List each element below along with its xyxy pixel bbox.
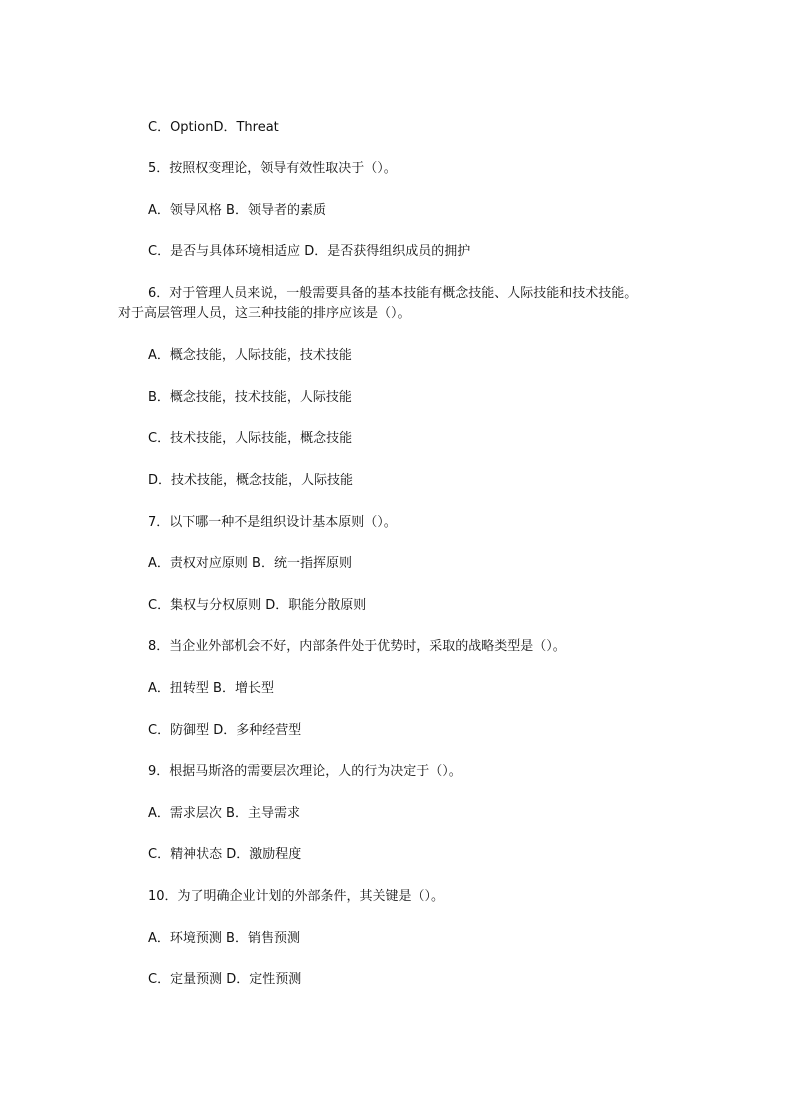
question-5-options-ab: A．领导风格 B．领导者的素质: [148, 203, 326, 218]
question-7-options-cd: C．集权与分权原则 D．职能分散原则: [148, 598, 367, 613]
question-5-options-cd: C．是否与具体环境相适应 D．是否获得组织成员的拥护: [148, 244, 471, 259]
question-7: 7．以下哪一种不是组织设计基本原则（）。: [148, 515, 397, 530]
question-6-option-a: A．概念技能，人际技能，技术技能: [148, 348, 352, 363]
question-10: 10．为了明确企业计划的外部条件，其关键是（）。: [148, 889, 445, 904]
question-9: 9．根据马斯洛的需要层次理论，人的行为决定于（）。: [148, 764, 462, 779]
question-9-options-cd: C．精神状态 D．激励程度: [148, 847, 302, 862]
question-8: 8．当企业外部机会不好，内部条件处于优势时，采取的战略类型是（）。: [148, 639, 566, 654]
question-5: 5．按照权变理论，领导有效性取决于（）。: [148, 161, 397, 176]
question-6: 6．对于管理人员来说，一般需要具备的基本技能有概念技能、人际技能和技术技能。: [148, 286, 638, 301]
question-10-options-ab: A．环境预测 B．销售预测: [148, 931, 300, 946]
question-8-options-cd: C．防御型 D．多种经营型: [148, 723, 302, 738]
option-line-cd: C．OptionD．Threat: [148, 120, 279, 135]
question-6-option-d: D．技术技能，概念技能，人际技能: [148, 473, 354, 488]
question-7-options-ab: A．责权对应原则 B．统一指挥原则: [148, 556, 352, 571]
question-10-options-cd: C．定量预测 D．定性预测: [148, 972, 302, 987]
question-9-options-ab: A．需求层次 B．主导需求: [148, 806, 300, 821]
question-6-option-b: B．概念技能，技术技能，人际技能: [148, 390, 352, 405]
question-8-options-ab: A．扭转型 B．增长型: [148, 681, 274, 696]
question-6-continued: 对于高层管理人员，这三种技能的排序应该是（）。: [118, 306, 411, 321]
question-6-option-c: C．技术技能，人际技能，概念技能: [148, 431, 353, 446]
